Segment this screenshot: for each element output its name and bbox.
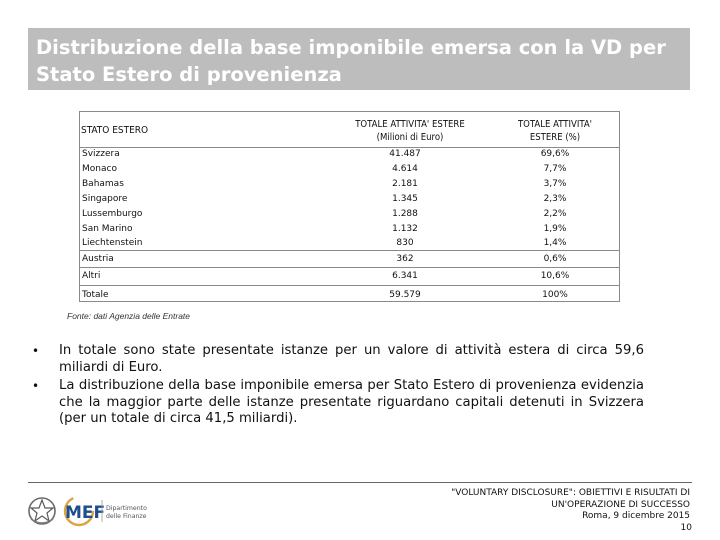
header-total-line2: (Milioni di Euro)	[376, 132, 444, 143]
footer-caption	[390, 488, 690, 523]
table-row-value: 4.614	[392, 164, 418, 174]
footer-line-3: Roma, 9 dicembre 2015	[582, 511, 690, 521]
mef-logo-sub-2: delle Finanze	[106, 513, 147, 520]
table-row-name: Liechtenstein	[82, 238, 143, 248]
table-row-name: Totale	[82, 290, 109, 300]
bullet-text: In totale sono state presentate istanze per un valore di attività estera di circa 59,6 miliardi di Euro.	[59, 343, 644, 375]
mef-logo-sub-1: Dipartimento	[106, 505, 147, 512]
table-row-pct: 2,3%	[543, 194, 567, 204]
table-row-pct: 7,7%	[543, 164, 567, 174]
bullet-item	[32, 378, 644, 428]
table-row-name: Singapore	[82, 194, 128, 204]
slide-title: Distribuzione della base imponibile emersa con la VD per Stato Estero di provenienza	[36, 36, 666, 86]
bullet-dot-icon: •	[32, 379, 40, 393]
bullet-list	[32, 343, 644, 430]
header-pct-line1: TOTALE ATTIVITA'	[517, 119, 593, 130]
table-row-pct: 3,7%	[543, 179, 567, 189]
table-row-name: Lussemburgo	[82, 209, 143, 219]
table-divider	[79, 285, 620, 286]
table-row-pct: 0,6%	[543, 254, 567, 264]
bullet-text: La distribuzione della base imponibile emersa per Stato Estero di provenienza evidenzia che la maggior parte delle istanze presentate riguardano capitali detenuti in Svizzera (per un totale di circa 41,5 miliardi).	[59, 378, 644, 426]
table-header-divider	[79, 147, 620, 148]
header-pct	[495, 118, 615, 144]
footer-line-2: UN'OPERAZIONE DI SUCCESSO	[551, 499, 690, 510]
table-row-pct: 100%	[542, 290, 568, 300]
mef-logo	[62, 494, 152, 528]
table-row-name: Austria	[82, 254, 114, 264]
header-total	[320, 118, 500, 144]
table-row-pct: 1,4%	[543, 238, 567, 248]
header-total-line1: TOTALE ATTIVITA' ESTERE	[355, 119, 465, 130]
table-row-pct: 2,2%	[543, 209, 567, 219]
source-note: Fonte: dati Agenzia delle Entrate	[67, 311, 191, 321]
footer-divider	[28, 482, 692, 483]
table-row-pct: 10,6%	[540, 271, 570, 281]
bullet-item	[32, 343, 644, 376]
header-country: STATO ESTERO	[81, 125, 149, 136]
table-row-value: 2.181	[392, 179, 418, 189]
bullet-dot-icon: •	[32, 344, 40, 358]
table-row-pct: 69,6%	[540, 149, 570, 159]
header-pct-line2: ESTERE (%)	[529, 132, 581, 143]
table-row-name: San Marino	[82, 224, 133, 234]
table-row-pct: 1,9%	[543, 224, 567, 234]
page-number: 10	[680, 523, 692, 533]
table-divider	[79, 267, 620, 268]
table-row-value: 6.341	[392, 271, 418, 281]
table-row-name: Altri	[82, 271, 101, 281]
table-row-value: 830	[396, 238, 414, 248]
table-divider	[79, 250, 620, 251]
table-row-value: 41.487	[389, 149, 421, 159]
mef-logo-text: MEF	[65, 503, 106, 523]
italian-emblem-icon	[26, 494, 58, 528]
table-row-name: Monaco	[82, 164, 117, 174]
table-row-value: 59.579	[389, 290, 421, 300]
table-row-value: 362	[396, 254, 414, 264]
table-row-name: Svizzera	[82, 149, 120, 159]
table-row-value: 1.345	[392, 194, 418, 204]
table-row-value: 1.288	[392, 209, 418, 219]
footer-line-1: "VOLUNTARY DISCLOSURE": OBIETTIVI E RISULTATI DI	[451, 488, 690, 498]
table-row-value: 1.132	[392, 224, 418, 234]
table-row-name: Bahamas	[82, 179, 124, 189]
